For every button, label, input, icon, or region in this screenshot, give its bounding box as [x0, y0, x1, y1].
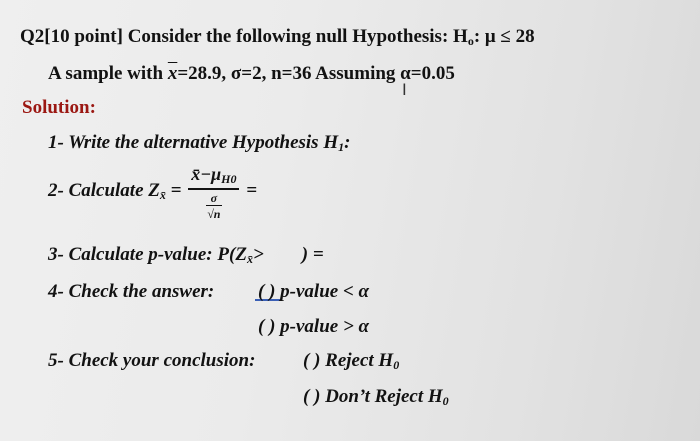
solution-label: Solution: [22, 97, 96, 118]
z-denominator: σ √n [207, 190, 221, 221]
question-header: Q2[10 point] [20, 26, 123, 47]
fraction-bar [188, 188, 239, 190]
z-numerator: x̄−μH0 [191, 164, 237, 186]
step-1: 1- Write the alternative Hypothesis H1: [48, 132, 351, 154]
step-4-option-2[interactable]: ( ) p-value > α [258, 316, 370, 337]
z-formula-fraction [188, 164, 239, 220]
sample-line: A sample with $\overline{x}=28.9$, σ=2, n=36 Assuming α=0.05 [48, 63, 455, 84]
step-4-option-1[interactable]: ( ) p-value < α [258, 281, 370, 302]
step-4: 4- Check the answer: [48, 281, 215, 302]
step-5-option-dont-reject[interactable]: ( ) Don’t Reject H0 [303, 386, 449, 408]
step-5: 5- Check your conclusion: [48, 350, 256, 371]
step-2: 2- Calculate Zx̄ = x̄−μH0 σ √n = [48, 164, 258, 221]
question-line: Q2[10 point] Consider the following null Hypothesis: Ho: μ ≤ 28 [20, 26, 535, 48]
step-3: 3- Calculate p-value: P(Zx̄> ) = [48, 244, 324, 266]
text-cursor-icon: I [402, 80, 407, 99]
step-5-option-reject[interactable]: ( ) Reject H0 [303, 350, 400, 372]
